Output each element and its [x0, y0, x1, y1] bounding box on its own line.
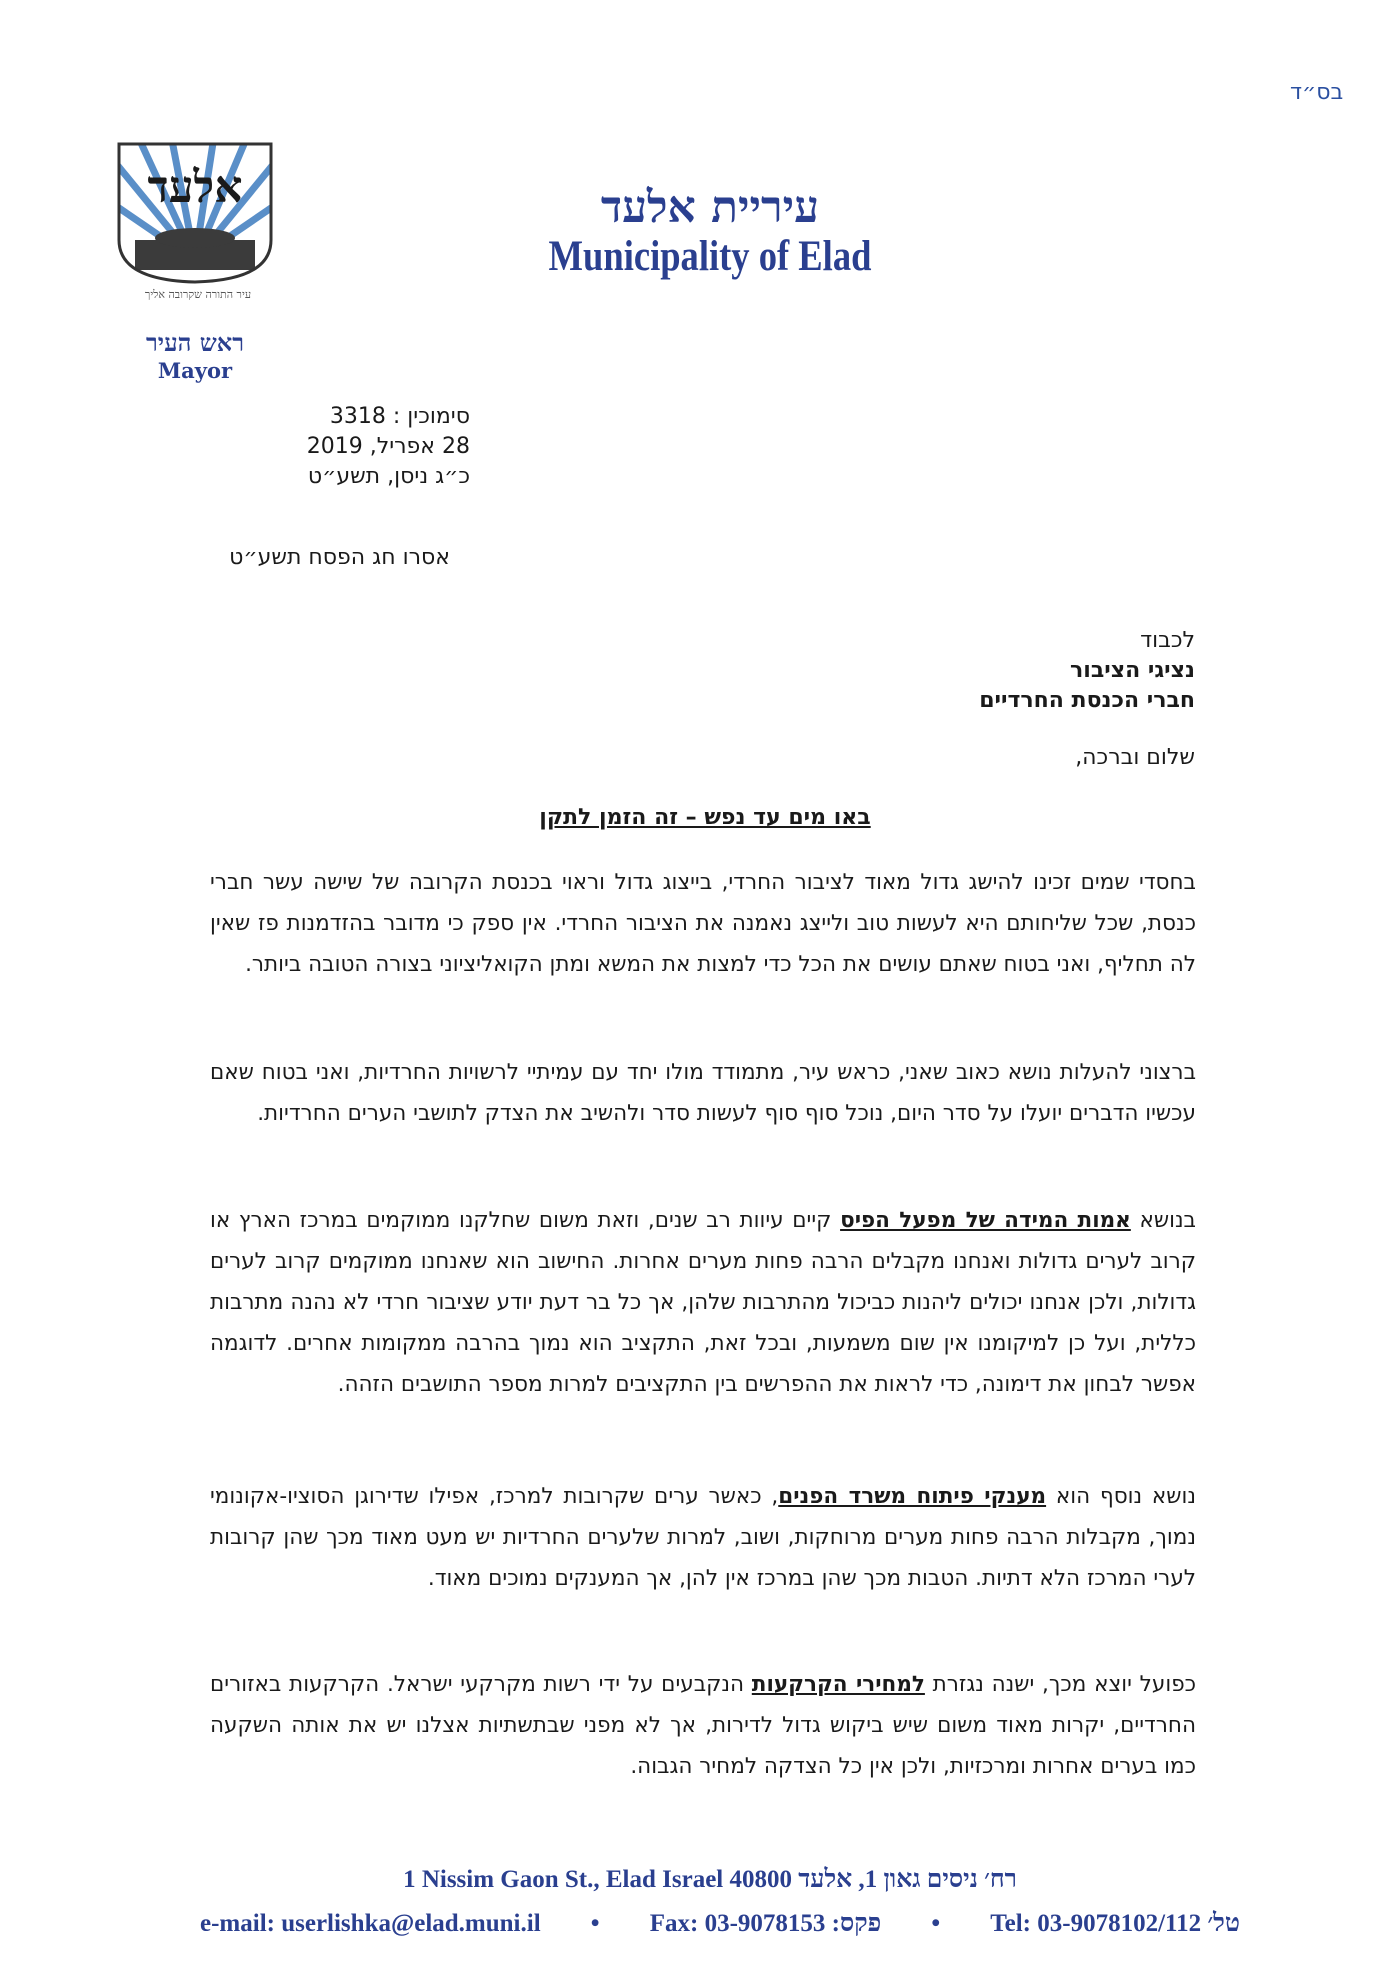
- paragraph-3-lead: בנושא: [1130, 1208, 1196, 1233]
- mayor-title-en: Mayor: [157, 358, 233, 383]
- city-logo: [115, 140, 275, 285]
- logo-caption: עיר התורה שקרובה אליך: [144, 288, 252, 301]
- paragraph-5-highlight: למחירי הקרקעות: [751, 1672, 925, 1697]
- recipient-line-2: נציגי הציבור: [1070, 658, 1195, 683]
- footer-fax: Fax: 03-9078153 :פקס: [649, 1910, 882, 1937]
- occasion-line: אסרו חג הפסח תשע״ט: [229, 545, 450, 570]
- mayor-title-he: ראש העיר: [145, 328, 244, 357]
- municipality-title-en: Municipality of Elad: [548, 233, 872, 280]
- municipality-title-he: עיריית אלעד: [600, 182, 820, 233]
- separator-dot-icon: •: [931, 1910, 941, 1937]
- logo-wordmark: אלעד: [147, 162, 243, 213]
- paragraph-2: ברצוני להעלות נושא כאוב שאני, כראש עיר, מתמודד מולו יחד עם עמיתיי לרשויות החרדיות, ואני בטוח שאם עכשיו הדברים יועלו על סדר היום, נוכל סוף סוף לעשות סדר ולהשיב את הצדק לתושבי הערים החרדיות.: [210, 1060, 1196, 1126]
- footer-address: [360, 1866, 1060, 1894]
- footer-tel: Tel: 03-9078102/112 טל׳: [990, 1910, 1240, 1937]
- recipient-line-3: חברי הכנסת החרדיים: [979, 688, 1195, 713]
- paragraph-5: [210, 1664, 1196, 1787]
- paragraph-4: [210, 1476, 1196, 1599]
- bsd-marking: בס״ד: [1290, 80, 1344, 105]
- paragraph-3-body: קיים עיוות רב שנים, וזאת משום שחלקנו ממוקמים במרכז הארץ או קרוב לערים גדולות ואנחנו מקבלים הרבה פחות מערים אחרות. החישוב הוא שאנחנו ממוקמים קרוב לערים גדולות, ולכן אנחנו יכולים ליהנות כביכול מהתרבות שלהן, אך כל בר דעת יודע שציבור חרדי לא נהנה מתרבות כללית, ועל כן למיקומנו אין שום משמעות, ובכל זאת, התקציב הוא נמוך בהרבה ממקומות אחרים. לדוגמה אפשר לבחון את דימונה, כדי לראות את ההפרשים בין התקציבים למרות מספר התושבים הזהה.: [210, 1208, 1196, 1397]
- date-hebrew: כ״ג ניסן, תשע״ט: [307, 464, 470, 489]
- footer-email[interactable]: e-mail: userlishka@elad.muni.il: [200, 1910, 541, 1937]
- paragraph-4-body: , כאשר ערים שקרובות למרכז, אפילו שדירוגן הסוציו-אקונומי נמוך, מקבלות הרבה פחות מערים מרוחקות, ושוב, למרות שלערים החרדיות יש מעט מאוד מכך שהן קרובות לערי המרכז הלא דתיות. הטבות מכך שהן במרכז אין להן, אך המענקים נמוכים מאוד.: [210, 1484, 1196, 1591]
- footer-address-he: רח׳ ניסים גאון 1, אלעד: [798, 1866, 1017, 1893]
- paragraph-3: [210, 1200, 1196, 1405]
- recipient-salutation: לכבוד: [1140, 628, 1195, 653]
- greeting: שלום וברכה,: [1075, 745, 1195, 770]
- paragraph-1: בחסדי שמים זכינו להישג גדול מאוד לציבור החרדי, בייצוג גדול וראוי בכנסת הקרובה של שישה עשר חברי כנסת, שכל שליחותם היא לעשות טוב ולייצג נאמנה את הציבור החרדי. אין ספק כי מדובר בהזדמנות פז שאין לה תחליף, ואני בטוח שאתם עושים את הכל כדי למצות את המשא ומתן הקואליציוני בצורה הטובה ביותר.: [210, 870, 1196, 977]
- separator-dot-icon: •: [590, 1910, 600, 1937]
- paragraph-4-highlight: מענקי פיתוח משרד הפנים: [778, 1484, 1047, 1509]
- paragraph-4-lead: נושא נוסף הוא: [1046, 1484, 1196, 1509]
- footer-address-en: 1 Nissim Gaon St., Elad Israel 40800: [403, 1866, 793, 1893]
- footer-contacts: [200, 1910, 1240, 1938]
- reference-number: סימוכין : 3318: [329, 404, 470, 429]
- paragraph-3-highlight: אמות המידה של מפעל הפיס: [840, 1208, 1131, 1233]
- paragraph-5-body: הנקבעים על ידי רשות מקרקעי ישראל. הקרקעות באזורים החרדיים, יקרות מאוד משום שיש ביקוש גדול לדירות, אך לא מפני שבתשתיות אצלנו יש את אותה השקעה כמו בערים אחרות ומרכזיות, ולכן אין כל הצדקה למחיר הגבוה.: [210, 1672, 1196, 1779]
- paragraph-5-lead: כפועל יוצא מכך, ישנה נגזרת: [924, 1672, 1196, 1697]
- letter-subject: באו מים עד נפש – זה הזמן לתקן: [539, 805, 871, 830]
- date-gregorian: 28 אפריל, 2019: [306, 434, 470, 459]
